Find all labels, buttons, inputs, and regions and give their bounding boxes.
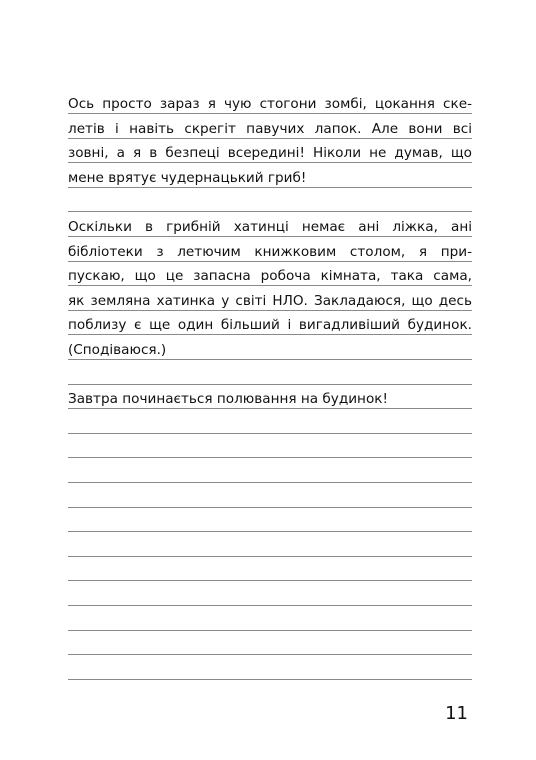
ruled-line (68, 654, 472, 655)
journal-text-line: пускаю, що це запасна робоча кімната, така сама, (68, 268, 472, 284)
ruled-line (68, 384, 472, 385)
ruled-line (68, 408, 472, 409)
ruled-line (68, 187, 472, 188)
ruled-line (68, 605, 472, 606)
ruled-line (68, 433, 472, 434)
journal-text-line: Завтра починається полювання на будинок! (68, 391, 388, 407)
ruled-line (68, 679, 472, 680)
ruled-line (68, 531, 472, 532)
journal-text-line: летів і навіть скрегіт павучих лапок. Але вони всі (68, 121, 472, 137)
journal-text-line: Ось просто зараз я чую стогони зомбі, цокання ске- (68, 96, 472, 112)
ruled-line (68, 457, 472, 458)
ruled-line (68, 285, 472, 286)
ruled-line (68, 162, 472, 163)
ruled-line (68, 236, 472, 237)
journal-text-line: зовні, а я в безпеці всередині! Ніколи не думав, що (68, 145, 472, 161)
journal-text-line: поблизу є ще один більший і вигадливіший будинок. (68, 317, 472, 333)
ruled-line (68, 211, 472, 212)
ruled-line (68, 334, 472, 335)
ruled-line (68, 359, 472, 360)
journal-text-line: Оскільки в грибній хатинці немає ані ліжка, ані (68, 219, 472, 235)
page-number: 11 (445, 703, 468, 724)
ruled-line (68, 310, 472, 311)
ruled-line (68, 507, 472, 508)
ruled-line (68, 556, 472, 557)
ruled-line (68, 261, 472, 262)
journal-text-line: мене врятує чудернацький гриб! (68, 170, 307, 186)
ruled-line (68, 580, 472, 581)
journal-text-line: бібліотеки з летючим книжковим столом, я при- (68, 244, 472, 260)
ruled-line (68, 630, 472, 631)
ruled-line (68, 138, 472, 139)
journal-text-line: як земляна хатинка у світі НЛО. Закладаюся, що десь (68, 293, 472, 309)
ruled-line (68, 113, 472, 114)
ruled-line (68, 482, 472, 483)
journal-text-line: (Сподіваюся.) (68, 342, 167, 358)
